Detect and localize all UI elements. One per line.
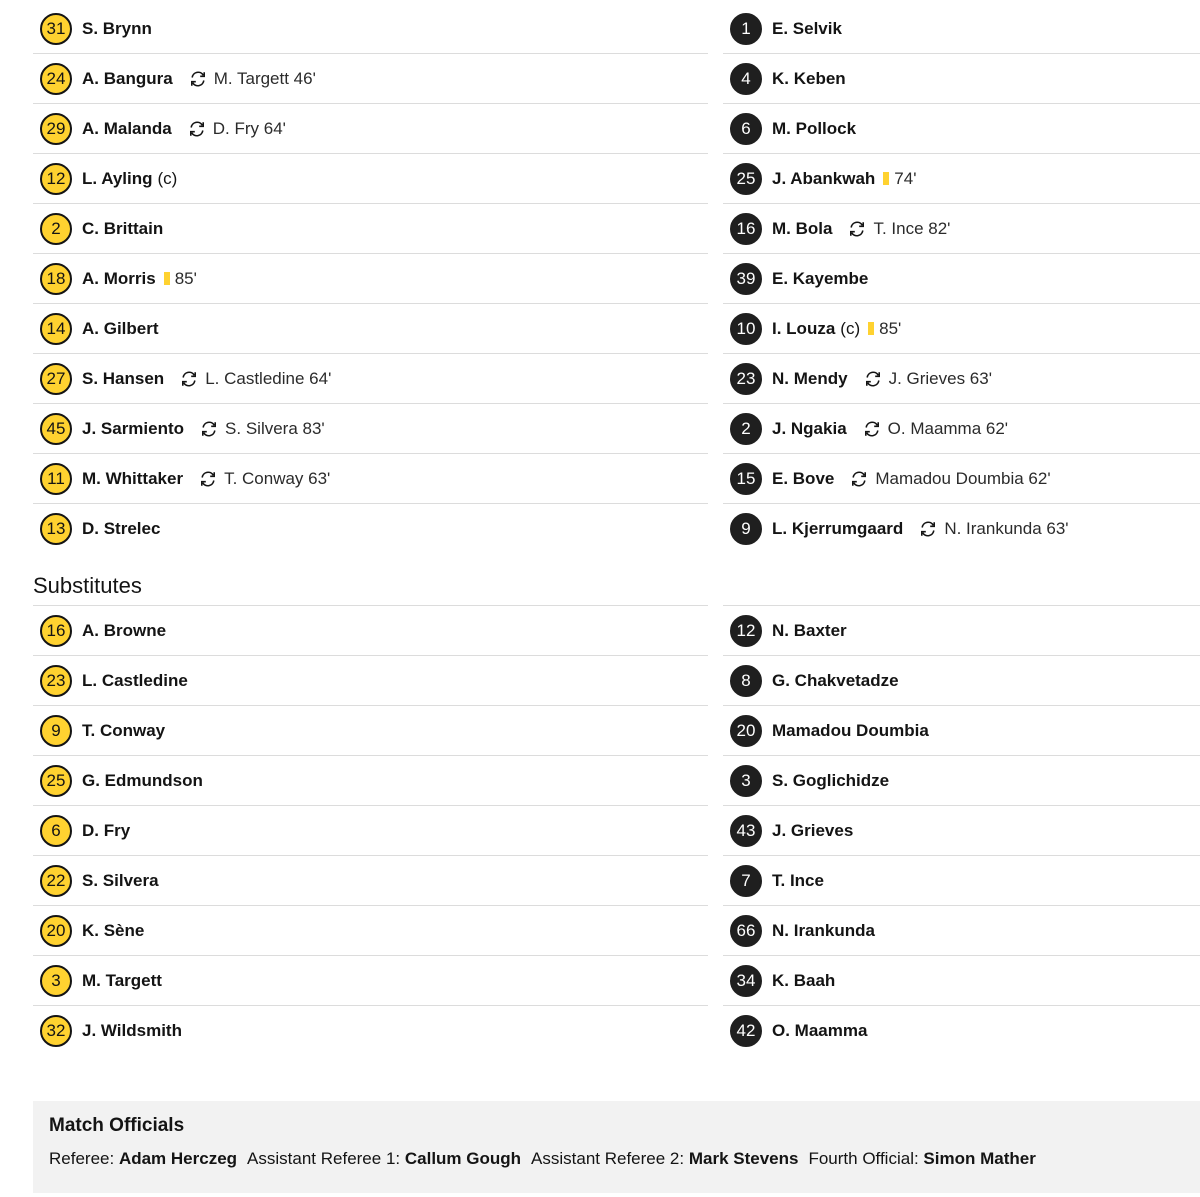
shirt-number-badge: 2 (730, 413, 762, 445)
player-name[interactable]: M. Targett (82, 970, 162, 990)
player-row[interactable] (33, 504, 708, 554)
away-substitutes (723, 606, 1200, 1056)
player-name[interactable]: J. Abankwah (772, 168, 876, 188)
official-name: Callum Gough (404, 1149, 522, 1168)
substitution-icon (188, 120, 206, 138)
substitution-text: N. Irankunda 63' (944, 519, 1069, 538)
yellow-card-icon (883, 172, 889, 185)
substitution-text: D. Fry 64' (212, 118, 286, 138)
official-entry (247, 1149, 521, 1168)
substitution-event (848, 219, 950, 239)
official-entry (808, 1149, 1035, 1168)
shirt-number-badge: 32 (40, 1015, 72, 1047)
substitution-event (850, 469, 1050, 489)
player-name[interactable]: K. Baah (772, 970, 836, 990)
away-starters (723, 4, 1200, 554)
shirt-number-badge: 31 (40, 13, 72, 45)
match-officials-panel (33, 1101, 1200, 1193)
shirt-number-badge: 25 (40, 765, 72, 797)
player-name[interactable]: N. Irankunda (772, 920, 875, 940)
substitution-event (188, 119, 286, 139)
official-name: Simon Mather (923, 1149, 1036, 1168)
official-role: Referee: (49, 1149, 119, 1168)
substitutes-heading: Substitutes (33, 554, 708, 606)
player-row[interactable] (723, 454, 1200, 504)
substitution-icon (189, 70, 207, 88)
player-row[interactable] (33, 606, 708, 656)
shirt-number-badge: 1 (730, 13, 762, 45)
shirt-number-badge: 10 (730, 313, 762, 345)
shirt-number-badge: 8 (730, 665, 762, 697)
player-row[interactable] (723, 606, 1200, 656)
shirt-number-badge: 14 (40, 313, 72, 345)
player-name[interactable]: A. Gilbert (82, 318, 159, 338)
substitution-text: S. Silvera 83' (225, 418, 325, 438)
shirt-number-badge: 16 (730, 213, 762, 245)
substitution-text: L. Castledine 64' (205, 368, 332, 388)
shirt-number-badge: 39 (730, 263, 762, 295)
shirt-number-badge: 43 (730, 815, 762, 847)
official-entry (531, 1149, 798, 1168)
shirt-number-badge: 66 (730, 915, 762, 947)
player-row[interactable] (723, 806, 1200, 856)
player-name[interactable]: D. Strelec (82, 519, 161, 538)
yellow-card-event (164, 269, 197, 289)
substitution-icon (863, 420, 881, 438)
player-name[interactable]: J. Ngakia (772, 418, 847, 438)
away-lineup (723, 4, 1200, 1056)
player-name[interactable]: E. Bove (772, 468, 835, 488)
substitution-text: Mamadou Doumbia 62' (875, 468, 1051, 488)
player-row[interactable] (723, 354, 1200, 404)
player-name[interactable]: N. Mendy (772, 368, 848, 388)
yellow-card-icon (868, 322, 874, 335)
home-starters (33, 4, 708, 554)
player-name[interactable]: M. Bola (772, 218, 833, 238)
player-row[interactable] (723, 4, 1200, 54)
shirt-number-badge: 3 (40, 965, 72, 997)
match-officials-list (49, 1149, 1184, 1169)
player-name[interactable]: L. Castledine (82, 670, 188, 690)
yellow-card-icon (164, 272, 170, 285)
player-row[interactable] (33, 304, 708, 354)
player-name[interactable]: G. Edmundson (82, 770, 203, 790)
shirt-number-badge: 9 (40, 715, 72, 747)
shirt-number-badge: 6 (40, 815, 72, 847)
player-row[interactable] (33, 656, 708, 706)
player-name[interactable]: C. Brittain (82, 218, 164, 238)
player-row[interactable] (33, 154, 708, 204)
player-row[interactable] (33, 354, 708, 404)
player-name[interactable]: J. Sarmiento (82, 418, 185, 438)
yellow-card-minute: 85' (879, 318, 902, 338)
player-name[interactable]: S. Silvera (82, 870, 159, 890)
shirt-number-badge: 7 (730, 865, 762, 897)
player-name[interactable]: A. Browne (82, 620, 167, 640)
yellow-card-minute: 85' (174, 268, 197, 288)
player-row[interactable] (33, 756, 708, 806)
substitution-event (864, 369, 992, 389)
shirt-number-badge: 45 (40, 413, 72, 445)
shirt-number-badge: 34 (730, 965, 762, 997)
player-name[interactable]: S. Goglichidze (772, 770, 890, 790)
shirt-number-badge: 11 (40, 463, 72, 495)
player-row[interactable] (723, 54, 1200, 104)
shirt-number-badge: 9 (730, 513, 762, 545)
substitution-icon (850, 470, 868, 488)
substitutes-divider (723, 554, 1200, 606)
shirt-number-badge: 2 (40, 213, 72, 245)
player-name[interactable]: O. Maamma (772, 1021, 868, 1040)
player-row[interactable] (723, 906, 1200, 956)
player-row[interactable] (723, 154, 1200, 204)
player-row[interactable] (723, 104, 1200, 154)
official-name: Adam Herczeg (118, 1149, 238, 1168)
player-name[interactable]: E. Selvik (772, 18, 842, 38)
yellow-card-event (868, 319, 901, 339)
player-name[interactable]: A. Morris (82, 268, 156, 288)
player-name[interactable]: J. Wildsmith (82, 1021, 182, 1040)
player-row[interactable] (33, 4, 708, 54)
player-row[interactable] (723, 956, 1200, 1006)
substitution-icon (200, 420, 218, 438)
player-row[interactable] (723, 204, 1200, 254)
shirt-number-badge: 4 (730, 63, 762, 95)
substitution-icon (864, 370, 882, 388)
substitution-event (200, 419, 325, 439)
player-name[interactable]: E. Kayembe (772, 268, 869, 288)
official-name: Mark Stevens (688, 1149, 799, 1168)
player-row[interactable] (33, 956, 708, 1006)
player-name[interactable]: T. Ince (772, 870, 824, 890)
official-role: Assistant Referee 2: (531, 1149, 689, 1168)
shirt-number-badge: 24 (40, 63, 72, 95)
player-name[interactable]: A. Malanda (82, 118, 172, 138)
substitution-text: T. Conway 63' (224, 468, 331, 488)
yellow-card-event (883, 169, 916, 189)
shirt-number-badge: 27 (40, 363, 72, 395)
player-row[interactable] (33, 454, 708, 504)
player-row[interactable] (723, 504, 1200, 554)
shirt-number-badge: 22 (40, 865, 72, 897)
shirt-number-badge: 16 (40, 615, 72, 647)
substitution-icon (180, 370, 198, 388)
player-name[interactable]: Mamadou Doumbia (772, 720, 929, 740)
player-name[interactable]: L. Ayling (82, 168, 153, 188)
player-row[interactable] (33, 254, 708, 304)
home-lineup (33, 4, 708, 1056)
substitution-event (863, 419, 1008, 439)
player-name[interactable]: D. Fry (82, 820, 131, 840)
player-name[interactable]: T. Conway (82, 720, 166, 740)
player-name[interactable]: M. Pollock (772, 118, 857, 138)
player-row[interactable] (33, 54, 708, 104)
player-row[interactable] (723, 656, 1200, 706)
player-name[interactable]: S. Hansen (82, 368, 165, 388)
shirt-number-badge: 20 (40, 915, 72, 947)
player-row[interactable] (723, 254, 1200, 304)
player-row[interactable] (33, 906, 708, 956)
player-row[interactable] (723, 706, 1200, 756)
substitution-icon (919, 520, 937, 538)
player-row[interactable] (33, 104, 708, 154)
player-row[interactable] (33, 1006, 708, 1056)
substitution-text: M. Targett 46' (213, 68, 316, 88)
player-row[interactable] (33, 856, 708, 906)
player-row[interactable] (33, 706, 708, 756)
player-row[interactable] (33, 404, 708, 454)
home-substitutes (33, 606, 708, 1056)
shirt-number-badge: 20 (730, 715, 762, 747)
player-row[interactable] (33, 806, 708, 856)
player-name[interactable]: G. Chakvetadze (772, 670, 899, 690)
yellow-card-minute: 74' (894, 168, 917, 188)
player-row[interactable] (723, 404, 1200, 454)
player-name[interactable]: I. Louza (772, 318, 836, 338)
shirt-number-badge: 12 (730, 615, 762, 647)
shirt-number-badge: 15 (730, 463, 762, 495)
player-row[interactable] (33, 204, 708, 254)
shirt-number-badge: 6 (730, 113, 762, 145)
player-row[interactable] (723, 1006, 1200, 1056)
substitution-text: T. Ince 82' (873, 218, 951, 238)
official-role: Fourth Official: (808, 1149, 924, 1168)
shirt-number-badge: 42 (730, 1015, 762, 1047)
player-row[interactable] (723, 856, 1200, 906)
player-name[interactable]: N. Baxter (772, 620, 847, 640)
substitution-event (180, 369, 331, 389)
substitution-event (189, 69, 316, 89)
substitution-text: J. Grieves 63' (888, 368, 992, 388)
shirt-number-badge: 13 (40, 513, 72, 545)
player-name[interactable]: M. Whittaker (82, 468, 184, 488)
substitution-event (919, 519, 1068, 539)
captain-marker: (c) (840, 318, 861, 338)
player-row[interactable] (723, 304, 1200, 354)
shirt-number-badge: 23 (40, 665, 72, 697)
shirt-number-badge: 18 (40, 263, 72, 295)
shirt-number-badge: 12 (40, 163, 72, 195)
shirt-number-badge: 3 (730, 765, 762, 797)
player-name[interactable]: J. Grieves (772, 820, 854, 840)
captain-marker: (c) (157, 168, 178, 188)
substitution-icon (199, 470, 217, 488)
player-row[interactable] (723, 756, 1200, 806)
substitution-event (199, 469, 330, 489)
shirt-number-badge: 29 (40, 113, 72, 145)
official-entry (49, 1149, 237, 1168)
shirt-number-badge: 25 (730, 163, 762, 195)
match-officials-title: Match Officials (49, 1115, 185, 1136)
substitution-text: O. Maamma 62' (887, 418, 1009, 438)
player-name[interactable]: K. Keben (772, 68, 846, 88)
shirt-number-badge: 23 (730, 363, 762, 395)
player-name[interactable]: A. Bangura (82, 68, 173, 88)
substitution-icon (848, 220, 866, 238)
player-name[interactable]: K. Sène (82, 920, 145, 940)
official-role: Assistant Referee 1: (247, 1149, 405, 1168)
player-name[interactable]: L. Kjerrumgaard (772, 519, 904, 538)
player-name[interactable]: S. Brynn (82, 18, 152, 38)
